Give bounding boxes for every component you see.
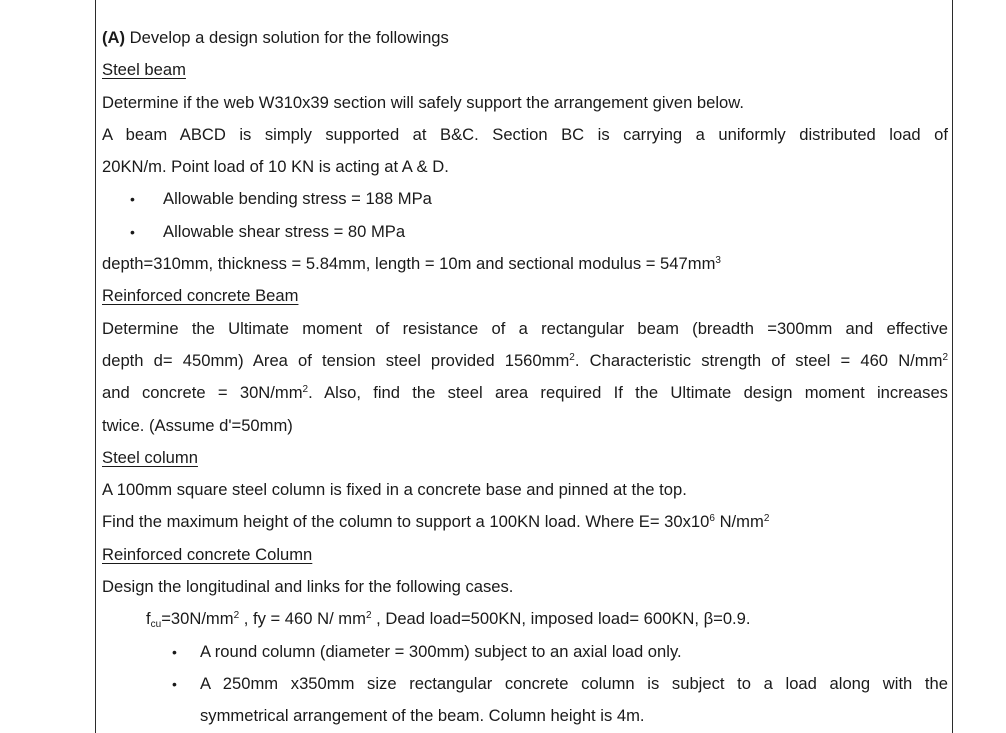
rc-beam-line-3: [102, 377, 948, 409]
rc-beam-line-2: [102, 345, 948, 377]
text-span: Find the maximum height of the column to support a 100KN load. Where E= 30x10: [102, 512, 710, 532]
rc-column-line-1: Design the longitudinal and links for the following cases.: [102, 577, 514, 597]
superscript: 3: [715, 255, 721, 267]
steel-beam-line-3: 20KN/m. Point load of 10 KN is acting at A & D.: [102, 157, 449, 177]
superscript: 2: [302, 384, 309, 396]
bullet-icon: •: [130, 223, 135, 240]
superscript: 2: [365, 610, 372, 622]
steel-beam-line-4: [102, 248, 948, 280]
left-border-line: [95, 0, 96, 733]
document-content: [102, 22, 948, 733]
text-span: . Characteristic strength of steel = 460 N/mm: [574, 350, 943, 370]
bullet-icon: •: [130, 191, 135, 208]
bullet-icon: •: [172, 675, 177, 692]
steel-beam-heading-text: Steel beam: [102, 60, 186, 80]
rc-column-heading: [102, 539, 948, 571]
steel-beam-line-2: A beam ABCD is simply supported at B&C. Section BC is carrying a uniformly distributed load of: [102, 124, 948, 144]
text-span: =30N/mm: [161, 609, 234, 629]
steel-beam-line-4-text: depth=310mm, thickness = 5.84mm, length = 10m and sectional modulus = 547mm: [102, 254, 716, 274]
superscript: 2: [569, 351, 575, 363]
bullet-text: A 250mm x350mm size rectangular concrete column is subject to a load along with the: [200, 673, 948, 693]
section-a-text: Develop a design solution for the followings: [125, 28, 449, 47]
steel-column-line-1: A 100mm square steel column is fixed in a concrete base and pinned at the top.: [102, 480, 687, 500]
rc-column-heading-text: Reinforced concrete Column: [102, 544, 313, 564]
bullet-icon: •: [172, 643, 177, 660]
steel-beam-bullet-1: [102, 183, 948, 215]
steel-beam-bullet-2: [102, 216, 948, 248]
rc-column-params: [102, 603, 948, 635]
text-span: , fy = 460 N/ mm: [239, 609, 366, 629]
rc-column-bullet-2: [102, 668, 948, 700]
text-span: and concrete = 30N/mm: [102, 383, 303, 403]
rc-beam-line-4: twice. (Assume d'=50mm): [102, 415, 293, 435]
rc-column-bullet-2-continued: symmetrical arrangement of the beam. Column height is 4m.: [200, 706, 645, 726]
steel-column-heading-text: Steel column: [102, 447, 198, 467]
section-a-title: [102, 22, 948, 54]
superscript: 2: [763, 513, 770, 525]
bullet-text: Allowable shear stress = 80 MPa: [163, 221, 406, 241]
steel-beam-heading: [102, 54, 948, 86]
superscript: 2: [233, 610, 240, 622]
text-span: , Dead load=500KN, imposed load= 600KN, β=0.9.: [371, 609, 751, 629]
text-span: . Also, find the steel area required If the Ultimate design moment increases: [308, 383, 948, 403]
steel-column-heading: [102, 442, 948, 474]
superscript: 6: [709, 513, 715, 525]
section-a-label: (A): [102, 28, 126, 47]
right-border-line: [952, 0, 953, 733]
steel-column-line-2: [102, 506, 948, 538]
superscript: 2: [942, 351, 948, 363]
rc-beam-line-1: Determine the Ultimate moment of resistance of a rectangular beam (breadth =300mm and effective: [102, 318, 948, 338]
rc-beam-heading-text: Reinforced concrete Beam: [102, 286, 299, 306]
subscript: cu: [150, 619, 162, 631]
bullet-text: Allowable bending stress = 188 MPa: [163, 189, 432, 209]
steel-beam-line-1: Determine if the web W310x39 section will safely support the arrangement given below.: [102, 92, 744, 112]
bullet-text: A round column (diameter = 300mm) subject to an axial load only.: [200, 641, 682, 661]
text-span: depth d= 450mm) Area of tension steel provided 1560mm: [102, 350, 570, 370]
text-span: f: [146, 609, 151, 629]
rc-beam-heading: [102, 280, 948, 312]
rc-column-bullet-1: [102, 636, 948, 668]
text-span: N/mm: [714, 512, 764, 532]
